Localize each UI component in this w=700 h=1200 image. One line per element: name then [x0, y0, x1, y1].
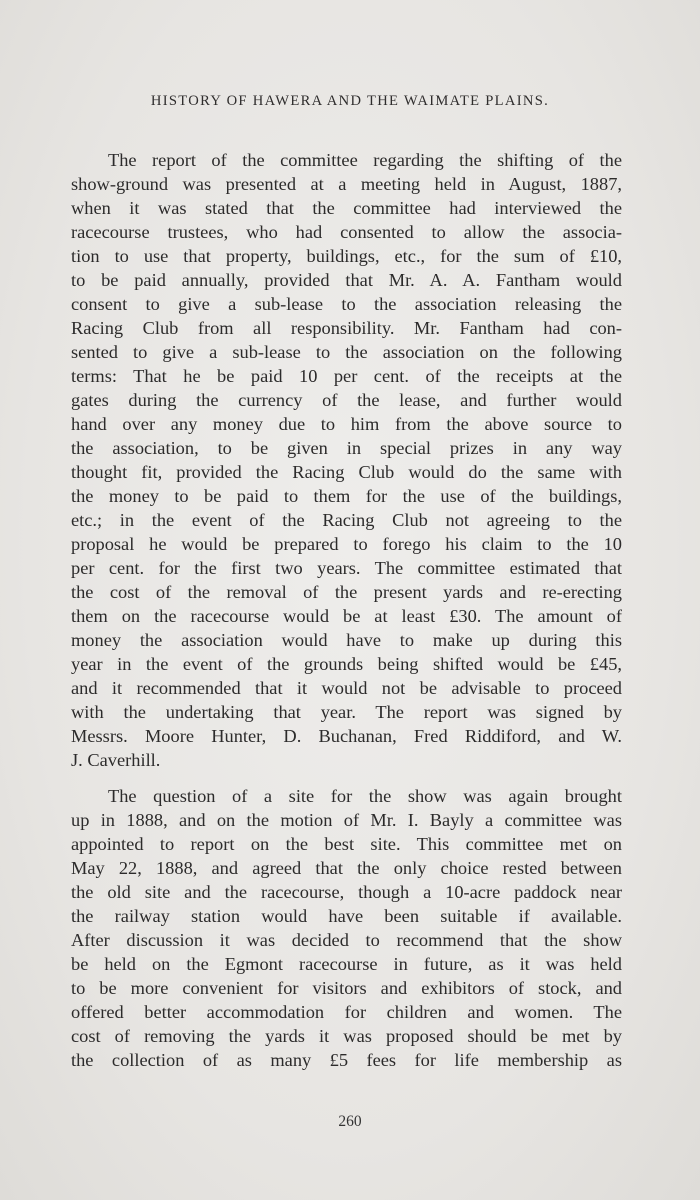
- text-line: per cent. for the first two years. The committee estimated that: [71, 558, 622, 578]
- text-line: gates during the currency of the lease, and further would: [71, 390, 622, 410]
- text-line: proposal he would be prepared to forego his claim to the 10: [71, 534, 622, 554]
- text-line: be held on the Egmont racecourse in future, as it was held: [71, 954, 622, 974]
- text-line: show-ground was presented at a meeting held in August, 1887,: [71, 174, 622, 194]
- text-line: them on the racecourse would be at least £30. The amount of: [71, 606, 622, 626]
- text-line: The report of the committee regarding the shifting of the: [108, 150, 622, 170]
- text-line: with the undertaking that year. The report was signed by: [71, 702, 622, 722]
- text-line: the collection of as many £5 fees for life membership as: [71, 1050, 622, 1070]
- text-line: The question of a site for the show was again brought: [108, 786, 622, 806]
- text-line: and it recommended that it would not be advisable to proceed: [71, 678, 622, 698]
- text-line: Racing Club from all responsibility. Mr. Fantham had con-: [71, 318, 622, 338]
- paragraph-site-question: [71, 784, 622, 1072]
- text-line: cost of removing the yards it was proposed should be met by: [71, 1026, 622, 1046]
- text-line: money the association would have to make up during this: [71, 630, 622, 650]
- page-number: 260: [338, 1113, 362, 1130]
- text-line: to be paid annually, provided that Mr. A. A. Fantham would: [71, 270, 622, 290]
- text-line: offered better accommodation for children and women. The: [71, 1002, 622, 1022]
- text-line: racecourse trustees, who had consented to allow the associa-: [71, 222, 622, 242]
- text-line: the cost of the removal of the present yards and re-erecting: [71, 582, 622, 602]
- text-line: thought fit, provided the Racing Club would do the same with: [71, 462, 622, 482]
- text-line: tion to use that property, buildings, etc., for the sum of £10,: [71, 246, 622, 266]
- running-head: HISTORY OF HAWERA AND THE WAIMATE PLAINS.: [150, 93, 550, 109]
- paragraph-show-ground-report: [71, 148, 622, 772]
- text-line: the money to be paid to them for the use of the buildings,: [71, 486, 622, 506]
- text-line: May 22, 1888, and agreed that the only choice rested between: [71, 858, 622, 878]
- text-line: the old site and the racecourse, though a 10-acre paddock near: [71, 882, 622, 902]
- text-line: After discussion it was decided to recommend that the show: [71, 930, 622, 950]
- text-line: to be more convenient for visitors and exhibitors of stock, and: [71, 978, 622, 998]
- text-line: sented to give a sub-lease to the association on the following: [71, 342, 622, 362]
- text-line: J. Caverhill.: [71, 750, 161, 770]
- text-line: when it was stated that the committee had interviewed the: [71, 198, 622, 218]
- text-line: the association, to be given in special prizes in any way: [71, 438, 622, 458]
- text-line: year in the event of the grounds being shifted would be £45,: [71, 654, 622, 674]
- text-line: consent to give a sub-lease to the association releasing the: [71, 294, 622, 314]
- text-line: up in 1888, and on the motion of Mr. I. Bayly a committee was: [71, 810, 622, 830]
- text-line: Messrs. Moore Hunter, D. Buchanan, Fred Riddiford, and W.: [71, 726, 622, 746]
- text-line: appointed to report on the best site. This committee met on: [71, 834, 622, 854]
- text-line: the railway station would have been suitable if available.: [71, 906, 622, 926]
- text-line: hand over any money due to him from the above source to: [71, 414, 622, 434]
- text-line: etc.; in the event of the Racing Club not agreeing to the: [71, 510, 622, 530]
- text-line: terms: That he be paid 10 per cent. of the receipts at the: [71, 366, 622, 386]
